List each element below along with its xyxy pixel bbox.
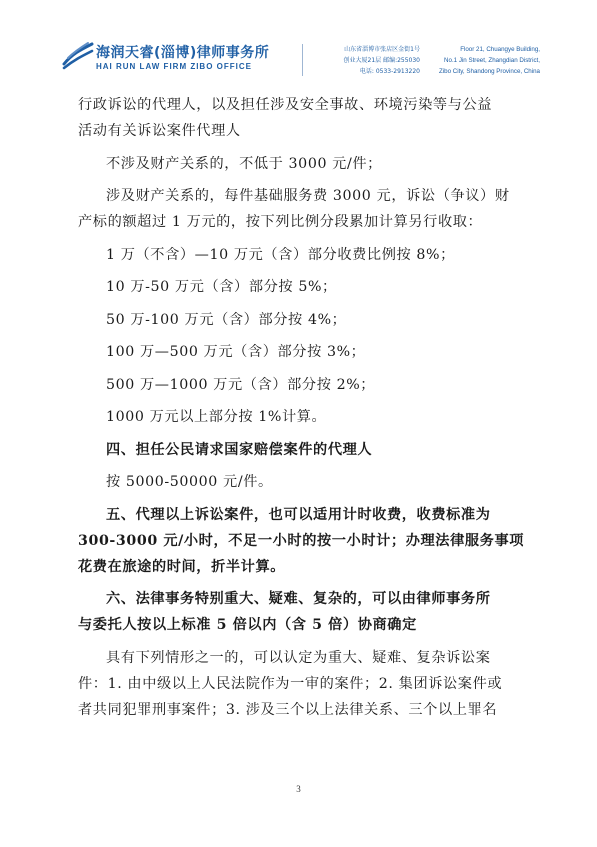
text-line: 件：1. 由中级以上人民法院作为一审的案件；2. 集团诉讼案件或	[78, 675, 503, 692]
paragraph: 1 万（不含）—10 万元（含）部分收费比例按 8%；	[106, 246, 455, 263]
address-en-line: Floor 21, Chuangye Building,	[460, 46, 540, 53]
firm-name-en: HAI RUN LAW FIRM ZIBO OFFICE	[96, 62, 252, 71]
text-line: 与委托人按以上标准 5 倍以内（含 5 倍）协商确定	[78, 617, 417, 633]
paragraph: 100 万—500 万元（含）部分按 3%；	[106, 344, 366, 360]
section-heading: 四、担任公民请求国家赔偿案件的代理人	[106, 441, 373, 458]
paragraph: 500 万—1000 万元（含）部分按 2%；	[106, 376, 376, 393]
text-line: 五、代理以上诉讼案件，也可以适用计时收费，收费标准为	[106, 506, 491, 523]
text-line: 花费在旅途的时间，折半计算。	[78, 558, 286, 575]
address-en-line: No.1 Jin Street, Zhangdian District,	[444, 57, 540, 64]
paragraph	[78, 183, 548, 235]
paragraph	[78, 92, 548, 144]
address-cn-line: 创业大厦21层 邮编:255030	[343, 57, 420, 64]
text-line: 产标的额超过 1 万元的，按下列比例分段累加计算另行收取：	[78, 214, 483, 230]
text-line: 六、法律事务特别重大、疑难、复杂的，可以由律师事务所	[106, 591, 491, 607]
address-cn	[290, 44, 420, 77]
text-line: 具有下列情形之一的，可以认定为重大、疑难、复杂诉讼案	[106, 649, 491, 666]
address-cn-line: 电话: 0533-2913220	[359, 68, 420, 75]
address-en-line: Zibo City, Shandong Province, China	[438, 68, 540, 75]
header-divider	[302, 44, 303, 76]
paragraph: 按 5000-50000 元/件。	[106, 474, 273, 490]
text-line: 行政诉讼的代理人，以及担任涉及安全事故、环境污染等与公益	[78, 97, 493, 113]
paragraph: 10 万-50 万元（含）部分按 5%；	[106, 279, 337, 295]
firm-name-cn: 海润天睿(淄博)律师事务所	[96, 45, 270, 61]
address-cn-line: 山东省淄博市张店区金街1号	[344, 46, 420, 53]
wave-logo-icon	[62, 40, 94, 70]
paragraph: 不涉及财产关系的，不低于 3000 元/件；	[106, 155, 382, 172]
page-number: 3	[296, 784, 301, 794]
text-line: 者共同犯罪刑事案件；3. 涉及三个以上法律关系、三个以上罪名	[78, 701, 498, 718]
text-line: 涉及财产关系的，每件基础服务费 3000 元，诉讼（争议）财	[106, 188, 510, 204]
letterhead	[0, 0, 597, 88]
paragraph	[78, 645, 548, 723]
paragraph	[78, 502, 548, 580]
text-line: 活动有关诉讼案件代理人	[78, 123, 241, 139]
paragraph: 1000 万元以上部分按 1%计算。	[106, 409, 327, 425]
document-body	[78, 92, 548, 729]
paragraph	[78, 586, 548, 638]
address-en	[420, 44, 540, 77]
text-line: 300-3000 元/小时，不足一小时的按一小时计；办理法律服务事项	[78, 532, 525, 549]
paragraph: 50 万-100 万元（含）部分按 4%；	[106, 311, 347, 328]
